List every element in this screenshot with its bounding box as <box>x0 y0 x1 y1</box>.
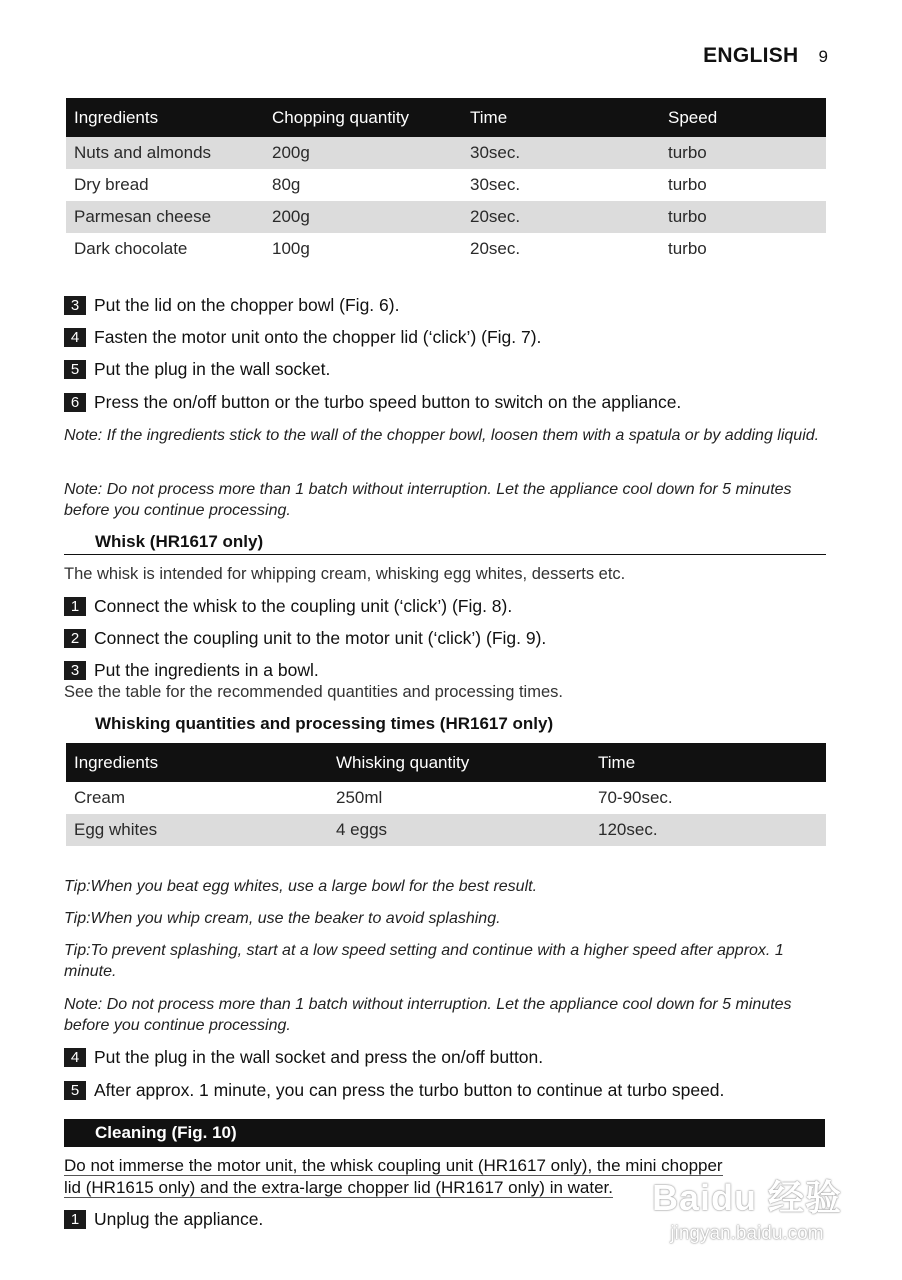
step-item <box>64 1209 263 1230</box>
watermark <box>652 1170 842 1245</box>
step-item <box>64 1080 724 1101</box>
column-header: Ingredients <box>66 98 264 137</box>
intro-text: The whisk is intended for whipping cream, whisking egg whites, desserts etc. <box>64 565 626 583</box>
warning-line: Do not immerse the motor unit, the whisk coupling unit (HR1617 only), the mini chopper <box>64 1156 723 1175</box>
table-cell: Egg whites <box>66 814 328 846</box>
tip-text: Tip:To prevent splashing, start at a low speed setting and continue with a higher speed after approx. 1 minute. <box>64 942 784 980</box>
step-number: 4 <box>64 1048 86 1067</box>
note-text: Note: If the ingredients stick to the wall of the chopper bowl, loosen them with a spatula or by adding liquid. <box>64 427 820 444</box>
table-cell: 20sec. <box>470 239 521 258</box>
step-item <box>64 327 541 348</box>
table-cell: turbo <box>660 137 826 169</box>
see-table-text: See the table for the recommended quantities and processing times. <box>64 683 563 701</box>
section-heading-cleaning: Cleaning (Fig. 10) <box>64 1119 825 1147</box>
column-header: Ingredients <box>66 743 328 782</box>
table-row <box>66 169 826 201</box>
table-row <box>66 233 826 265</box>
step-number: 2 <box>64 629 86 648</box>
step-text: After approx. 1 minute, you can press the turbo button to continue at turbo speed. <box>94 1080 725 1100</box>
column-header: Time <box>462 98 660 137</box>
column-header: Whisking quantity <box>328 743 590 782</box>
table-cell: 100g <box>272 239 310 258</box>
step-number: 5 <box>64 360 86 379</box>
table-cell: 30sec. <box>470 175 521 194</box>
step-text: Put the lid on the chopper bowl (Fig. 6). <box>94 295 400 315</box>
table-cell: Dark chocolate <box>74 239 188 258</box>
step-number: 1 <box>64 597 86 616</box>
table-cell: 30sec. <box>462 137 660 169</box>
section-heading-whisk: Whisk (HR1617 only) <box>64 532 826 555</box>
step-item <box>64 660 319 681</box>
step-text: Put the ingredients in a bowl. <box>94 660 319 680</box>
step-item <box>64 1047 543 1068</box>
step-text: Fasten the motor unit onto the chopper lid (‘click’) (Fig. 7). <box>94 327 542 347</box>
table-cell: 200g <box>264 201 462 233</box>
chopping-table <box>66 98 826 265</box>
page-number: 9 <box>818 47 828 66</box>
step-number: 6 <box>64 393 86 412</box>
table-cell: turbo <box>660 201 826 233</box>
step-text: Press the on/off button or the turbo speed button to switch on the appliance. <box>94 392 682 412</box>
table-cell: 250ml <box>336 788 383 807</box>
tip-text: Tip:When you whip cream, use the beaker to avoid splashing. <box>64 910 501 927</box>
table-cell: 200g <box>264 137 462 169</box>
step-item <box>64 628 546 649</box>
column-header: Speed <box>660 98 826 137</box>
table-cell: Cream <box>74 788 126 807</box>
table-cell: Parmesan cheese <box>66 201 264 233</box>
warning-line: lid (HR1615 only) and the extra-large chopper lid (HR1617 only) in water. <box>64 1178 614 1197</box>
step-item <box>64 295 399 316</box>
table-cell: turbo <box>668 239 707 258</box>
table-cell: 20sec. <box>462 201 660 233</box>
column-header: Chopping quantity <box>264 98 462 137</box>
tip-text: Tip:When you beat egg whites, use a large bowl for the best result. <box>64 878 538 895</box>
table-cell: Dry bread <box>74 175 149 194</box>
watermark-logo: Baidu 经验 <box>651 1177 842 1218</box>
step-text: Put the plug in the wall socket. <box>94 359 331 379</box>
table-cell: Nuts and almonds <box>66 137 264 169</box>
page-header <box>703 44 828 68</box>
step-item <box>64 359 330 380</box>
table-title: Whisking quantities and processing times (HR1617 only) <box>95 714 554 733</box>
step-item <box>64 392 681 413</box>
table-row <box>66 814 826 846</box>
step-number: 5 <box>64 1081 86 1100</box>
table-cell: 80g <box>272 175 301 194</box>
step-text: Unplug the appliance. <box>94 1209 264 1229</box>
step-number: 3 <box>64 661 86 680</box>
table-row <box>66 137 826 169</box>
step-item <box>64 596 512 617</box>
table-cell: turbo <box>668 175 707 194</box>
whisking-table <box>66 743 826 846</box>
note-text: Note: Do not process more than 1 batch without interruption. Let the appliance cool down for 5 minutes before you continue processing. <box>64 481 792 519</box>
step-text: Put the plug in the wall socket and press the on/off button. <box>94 1047 544 1067</box>
table-cell: 120sec. <box>590 814 826 846</box>
step-number: 1 <box>64 1210 86 1229</box>
language-label: ENGLISH <box>703 44 799 67</box>
table-row <box>66 201 826 233</box>
table-header-row <box>66 743 826 782</box>
note-text: Note: Do not process more than 1 batch without interruption. Let the appliance cool down for 5 minutes before you continue processing. <box>64 996 792 1034</box>
step-number: 4 <box>64 328 86 347</box>
step-text: Connect the coupling unit to the motor unit (‘click’) (Fig. 9). <box>94 628 547 648</box>
step-text: Connect the whisk to the coupling unit (‘click’) (Fig. 8). <box>94 596 513 616</box>
watermark-url: jingyan.baidu.com <box>670 1223 824 1244</box>
table-header-row <box>66 98 826 137</box>
column-header: Time <box>590 743 826 782</box>
step-number: 3 <box>64 296 86 315</box>
cleaning-warning <box>64 1155 723 1199</box>
table-row <box>66 782 826 814</box>
table-cell: 70-90sec. <box>598 788 673 807</box>
table-cell: 4 eggs <box>328 814 590 846</box>
